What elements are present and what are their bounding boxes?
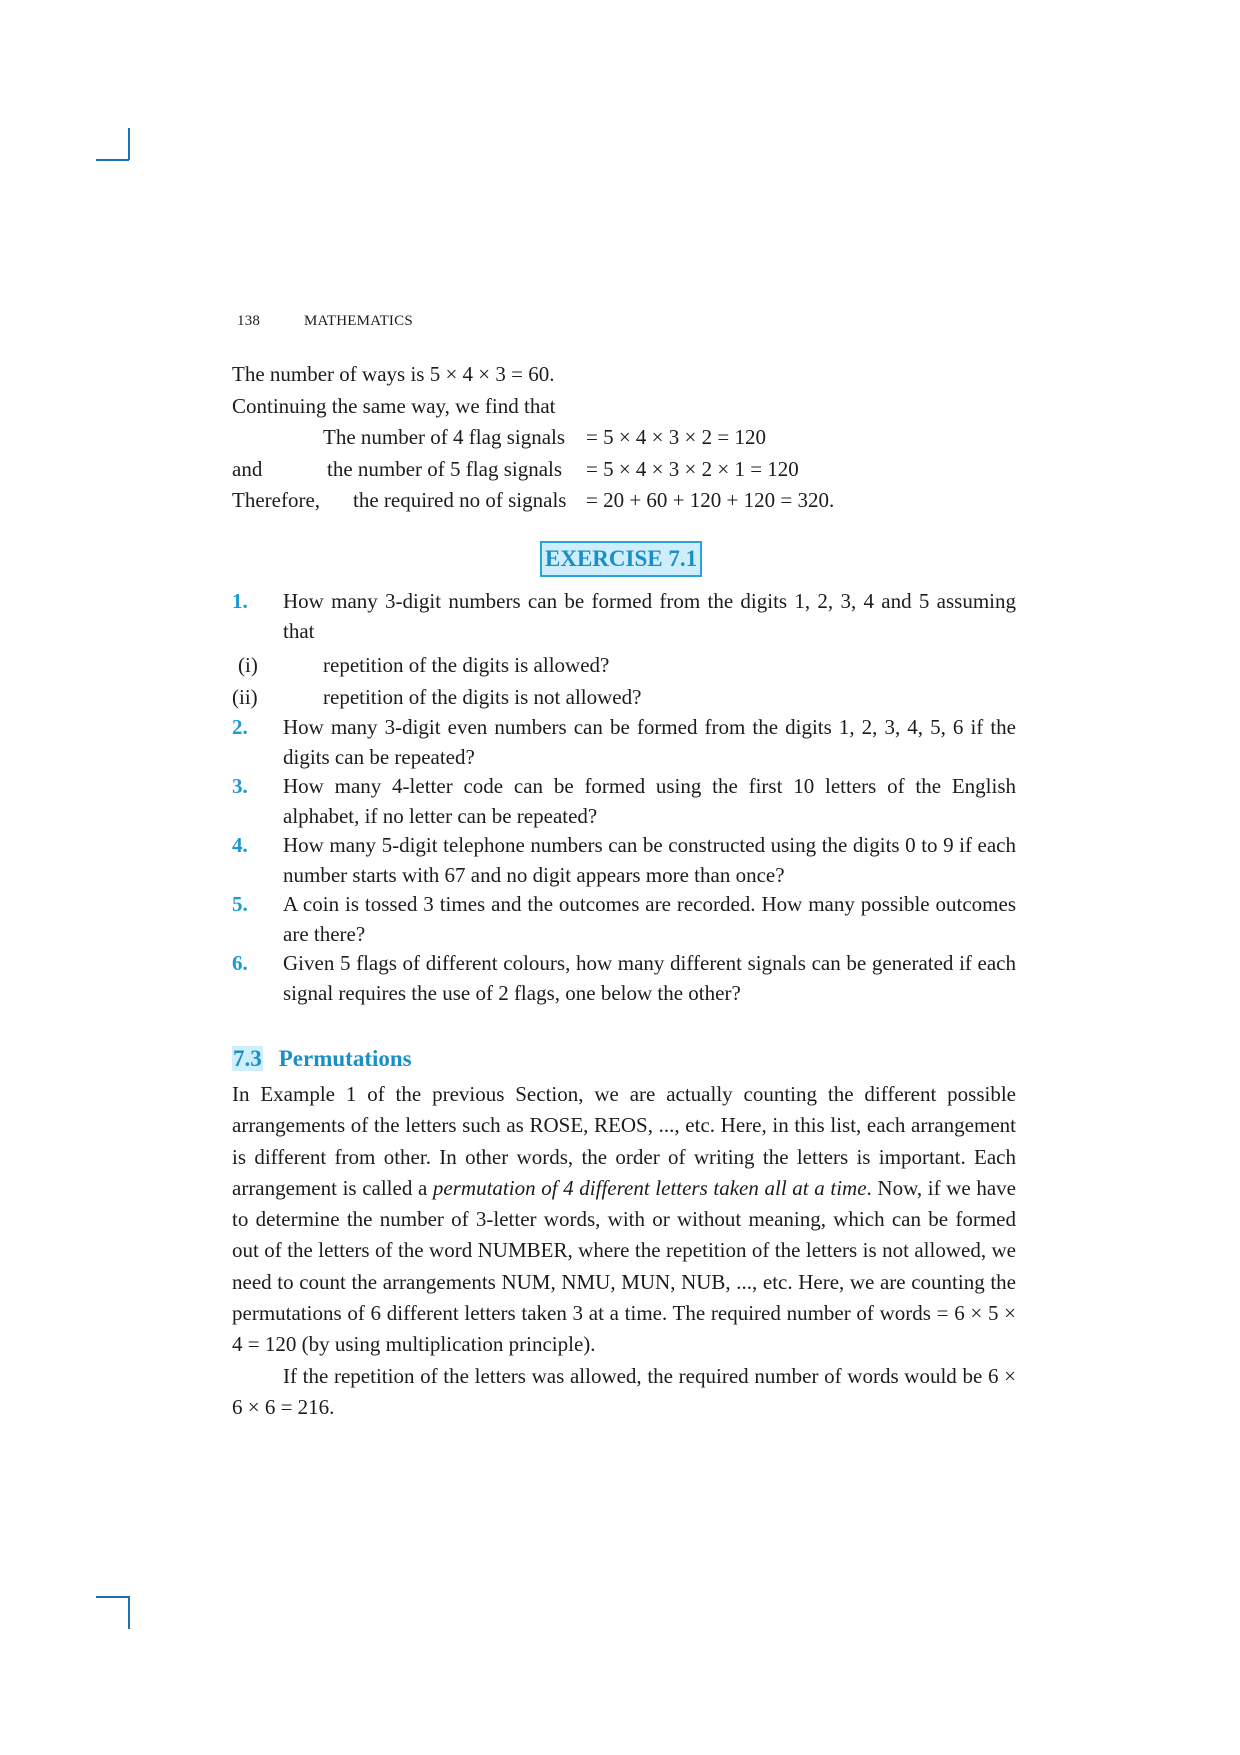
equation-row-2 [232, 454, 1016, 486]
exercise-list [232, 587, 1016, 1008]
question-number: 4. [232, 833, 248, 857]
intro-line-2: Continuing the same way, we find that [232, 393, 556, 418]
question-text: How many 3-digit numbers can be formed from the digits 1, 2, 3, 4 and 5 assuming that [283, 589, 1016, 643]
paragraph-2: If the repetition of the letters was allowed, the required number of words would be 6 × 6 × 6 = 216. [232, 1363, 1016, 1419]
equation-3-label: the required no of signals [353, 488, 567, 512]
question-number: 5. [232, 892, 248, 916]
question-text: A coin is tossed 3 times and the outcomes are recorded. How many possible outcomes are there? [283, 892, 1016, 946]
section-title: Permutations [278, 1046, 412, 1071]
equation-1-label: The number of 4 flag signals [323, 425, 566, 449]
crop-mark-bottom-horizontal [96, 1596, 129, 1598]
crop-mark-top-horizontal [96, 159, 129, 161]
question-2 [232, 713, 1016, 772]
part-text: repetition of the digits is allowed? [323, 653, 610, 677]
paragraph-1-italic-term: permutation of 4 different letters taken all at a time [432, 1175, 867, 1200]
question-text: Given 5 flags of different colours, how many different signals can be generated if each signal requires the use of 2 flags, one below the other? [283, 951, 1016, 1005]
question-4 [232, 831, 1016, 890]
part-label: (i) [238, 653, 258, 677]
intro-block [232, 359, 1016, 517]
section-body [232, 1079, 1016, 1423]
question-number: 1. [232, 589, 248, 613]
intro-line-1: The number of ways is 5 × 4 × 3 = 60. [232, 362, 555, 386]
question-text: How many 5-digit telephone numbers can be constructed using the digits 0 to 9 if each number starts with 67 and no digit appears more than once? [283, 833, 1016, 887]
running-title: MATHEMATICS [304, 313, 413, 329]
question-3 [232, 772, 1016, 831]
paragraph-1 [232, 1079, 1016, 1361]
question-1 [232, 587, 1016, 646]
question-5 [232, 890, 1016, 949]
equation-row-1 [232, 422, 1016, 454]
equation-3-prefix: Therefore, [232, 488, 321, 512]
running-header [237, 313, 413, 330]
part-text: repetition of the digits is not allowed? [323, 685, 642, 709]
equation-2-value: = 5 × 4 × 3 × 2 × 1 = 120 [586, 456, 799, 481]
page-number: 138 [237, 313, 261, 329]
question-text: How many 4-letter code can be formed using the first 10 letters of the English alphabet, if no letter can be repeated? [283, 774, 1016, 828]
question-6 [232, 949, 1016, 1008]
question-1-part-i [232, 649, 1016, 681]
paragraph-1-text-b: . Now, if we have to determine the number of 3-letter words, with or without meaning, which can be formed out of the letters of the word NUMBER, where the repetition of the letters is not allowed, we need to count the arrangements NUM, NMU, MUN, NUB, ..., etc. Here, we are counting the permutations of 6 different letters taken 3 at a time. The required number of words = 6 × 5 × 4 = 120 (by using multiplication principle). [232, 1175, 1016, 1357]
part-label: (ii) [232, 685, 258, 709]
equation-2-prefix: and [232, 456, 263, 481]
paragraph-1-text-a: In Example 1 of the previous Section, we are actually counting the different possible arrangements of the letters such as ROSE, REOS, ..., etc. Here, in this list, each arrangement is different from other. In other words, the order of writing the letters is important. Each arrangement is called a [232, 1082, 1016, 1200]
section-number: 7.3 [233, 1046, 262, 1071]
exercise-title: EXERCISE 7.1 [540, 541, 702, 577]
equation-1-value: = 5 × 4 × 3 × 2 = 120 [586, 425, 766, 449]
question-number: 2. [232, 715, 248, 739]
crop-mark-bottom-vertical [128, 1596, 130, 1629]
question-text: How many 3-digit even numbers can be formed from the digits 1, 2, 3, 4, 5, 6 if the digits can be repeated? [283, 715, 1016, 769]
crop-mark-top-vertical [128, 128, 130, 160]
equation-3-value: = 20 + 60 + 120 + 120 = 320. [586, 488, 835, 512]
section-heading [232, 1043, 412, 1075]
question-number: 6. [232, 951, 248, 975]
equation-row-3 [232, 485, 1016, 517]
question-number: 3. [232, 774, 248, 798]
question-1-part-ii [232, 681, 1016, 713]
equation-2-label: the number of 5 flag signals [327, 456, 563, 481]
